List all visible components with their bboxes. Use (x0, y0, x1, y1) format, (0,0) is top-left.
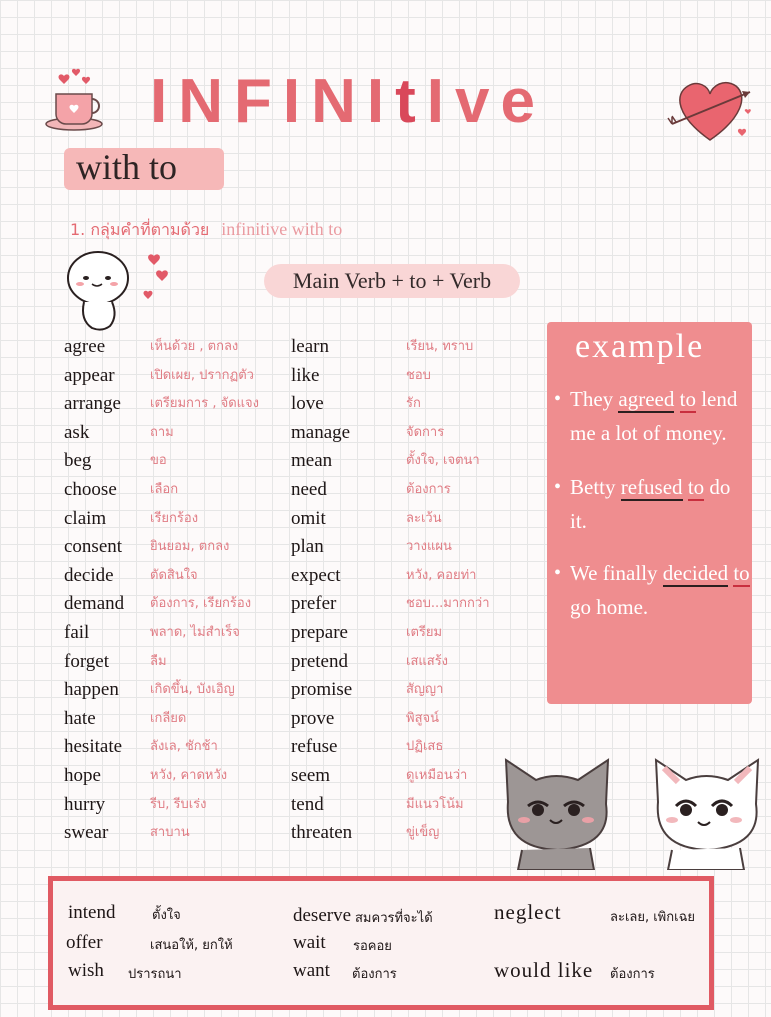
verb: hope (64, 764, 101, 786)
verb: claim (64, 507, 107, 529)
meaning: เสแสร้ง (406, 653, 449, 669)
verb: consent (64, 536, 123, 558)
meaning: พิสูจน์ (406, 710, 440, 726)
meaning: ลังเล, ชักช้า (150, 739, 218, 755)
example-item: • We finally decided to go home. (570, 556, 750, 624)
verb: hate (64, 707, 96, 729)
meaning: เรียกร้อง (150, 510, 199, 526)
verb: neglect (494, 900, 562, 924)
verb: like (291, 364, 320, 386)
bullet-icon: • (554, 388, 562, 410)
meaning: เสนอให้, ยกให้ (150, 938, 233, 953)
meaning: ปฏิเสธ (406, 739, 444, 755)
verb: love (291, 393, 324, 415)
verb: deserve (293, 905, 352, 926)
meaning: ต้องการ, เรียกร้อง (150, 596, 252, 612)
white-cat-icon (648, 754, 766, 870)
meaning: ละเว้น (406, 510, 442, 526)
meaning: ขู่เข็ญ (406, 825, 440, 841)
meaning: สาบาน (150, 825, 190, 841)
verb: manage (291, 421, 351, 443)
meaning: เกิดขึ้น, บังเอิญ (150, 682, 235, 698)
meaning: ปรารถนา (128, 967, 182, 982)
meaning: หวัง, คาดหวัง (150, 767, 228, 783)
meaning: พลาด, ไม่สำเร็จ (150, 624, 240, 640)
meaning: หวัง, คอยท่า (406, 567, 477, 583)
group-heading (70, 218, 342, 243)
meaning: ตั้งใจ, เจตนา (406, 453, 480, 469)
verb: hurry (64, 793, 106, 815)
meaning: ตั้งใจ (152, 908, 181, 923)
meaning: เห็นด้วย , ตกลง (150, 339, 239, 354)
meaning: รีบ, รีบเร่ง (150, 796, 207, 812)
page-title: INFINItIve (150, 67, 546, 136)
meaning: รัก (406, 396, 421, 412)
verb-column-1 (64, 333, 124, 848)
verb: fail (64, 621, 90, 643)
formula-banner: Main Verb + to + Verb (264, 264, 520, 298)
verb: mean (291, 450, 333, 472)
meaning: ตัดสินใจ (150, 567, 198, 583)
meaning: จัดการ (406, 424, 445, 440)
verb: agree (64, 336, 106, 357)
meaning: ละเลย, เพิกเฉย (610, 910, 696, 925)
verb: prepare (291, 621, 348, 643)
verb: tend (291, 793, 324, 815)
verb: expect (291, 564, 341, 586)
meaning: วางแผน (406, 539, 452, 555)
group-heading-thai: 1. กลุ่มคำที่ตามด้วย (70, 220, 210, 239)
verb: prove (291, 707, 335, 729)
meaning: ชอบ...มากกว่า (406, 596, 490, 612)
verb: hesitate (64, 736, 123, 758)
verb: beg (64, 450, 92, 472)
verb: happen (64, 679, 119, 701)
verb: pretend (291, 650, 348, 672)
bullet-icon: • (554, 476, 562, 498)
bullet-icon: • (554, 562, 562, 584)
meaning: ดูเหมือนว่า (406, 767, 468, 783)
meaning: เกลียด (150, 710, 187, 726)
hearts-icon (140, 252, 174, 304)
heart-arrow-icon (666, 72, 758, 148)
meaning: ยินยอม, ตกลง (150, 539, 230, 555)
verb: would like (494, 958, 594, 982)
meaning-column-2 (406, 333, 490, 848)
meaning: เปิดเผย, ปรากฏตัว (150, 367, 254, 383)
verb: demand (64, 593, 125, 615)
meaning-column-1 (150, 333, 259, 848)
verb: seem (291, 764, 331, 786)
verb: intend (68, 902, 116, 923)
grey-cat-icon (498, 754, 616, 870)
verb: refuse (291, 736, 338, 758)
verb: prefer (291, 593, 337, 615)
subtitle: with to (76, 147, 178, 187)
verb: forget (64, 650, 110, 672)
example-item: • Betty refused to do it. (570, 470, 750, 538)
meaning: สมควรที่จะได้ (355, 911, 433, 926)
verb: appear (64, 364, 115, 386)
example-item: • They agreed to lend me a lot of money. (570, 382, 750, 450)
verb: omit (291, 507, 326, 529)
verb: wait (293, 932, 326, 953)
meaning: ต้องการ (406, 481, 451, 497)
meaning: ลืม (150, 653, 167, 669)
meaning: ถาม (150, 424, 174, 440)
verb: arrange (64, 393, 121, 415)
meaning: ขอ (150, 453, 167, 469)
verb: choose (64, 478, 117, 500)
verb: plan (291, 536, 324, 558)
meaning: เรียน, ทราบ (406, 339, 474, 354)
meaning: สัญญา (406, 682, 444, 698)
verb: promise (291, 679, 353, 701)
meaning: มีแนวโน้ม (406, 796, 464, 812)
verb: wish (68, 960, 104, 981)
verb: need (291, 478, 327, 500)
group-heading-eng: infinitive with to (221, 219, 343, 239)
meaning: ต้องการ (352, 967, 397, 982)
verb: want (293, 960, 330, 981)
verb: learn (291, 336, 329, 357)
verb: ask (64, 421, 90, 443)
meaning: ต้องการ (610, 967, 655, 982)
meaning: เตรียม (406, 624, 443, 640)
meaning: เลือก (150, 481, 179, 497)
meaning: รอคอย (353, 939, 392, 954)
verb: offer (66, 932, 103, 953)
verb: decide (64, 564, 114, 586)
example-heading: example (575, 328, 705, 365)
verb: threaten (291, 822, 353, 844)
coffee-cup-icon (42, 66, 110, 136)
meaning: เตรียมการ , จัดแจง (150, 396, 260, 412)
verb: swear (64, 822, 109, 844)
meaning: ชอบ (406, 367, 431, 383)
verb-column-2 (291, 333, 352, 848)
smiley-character-icon (62, 246, 144, 334)
